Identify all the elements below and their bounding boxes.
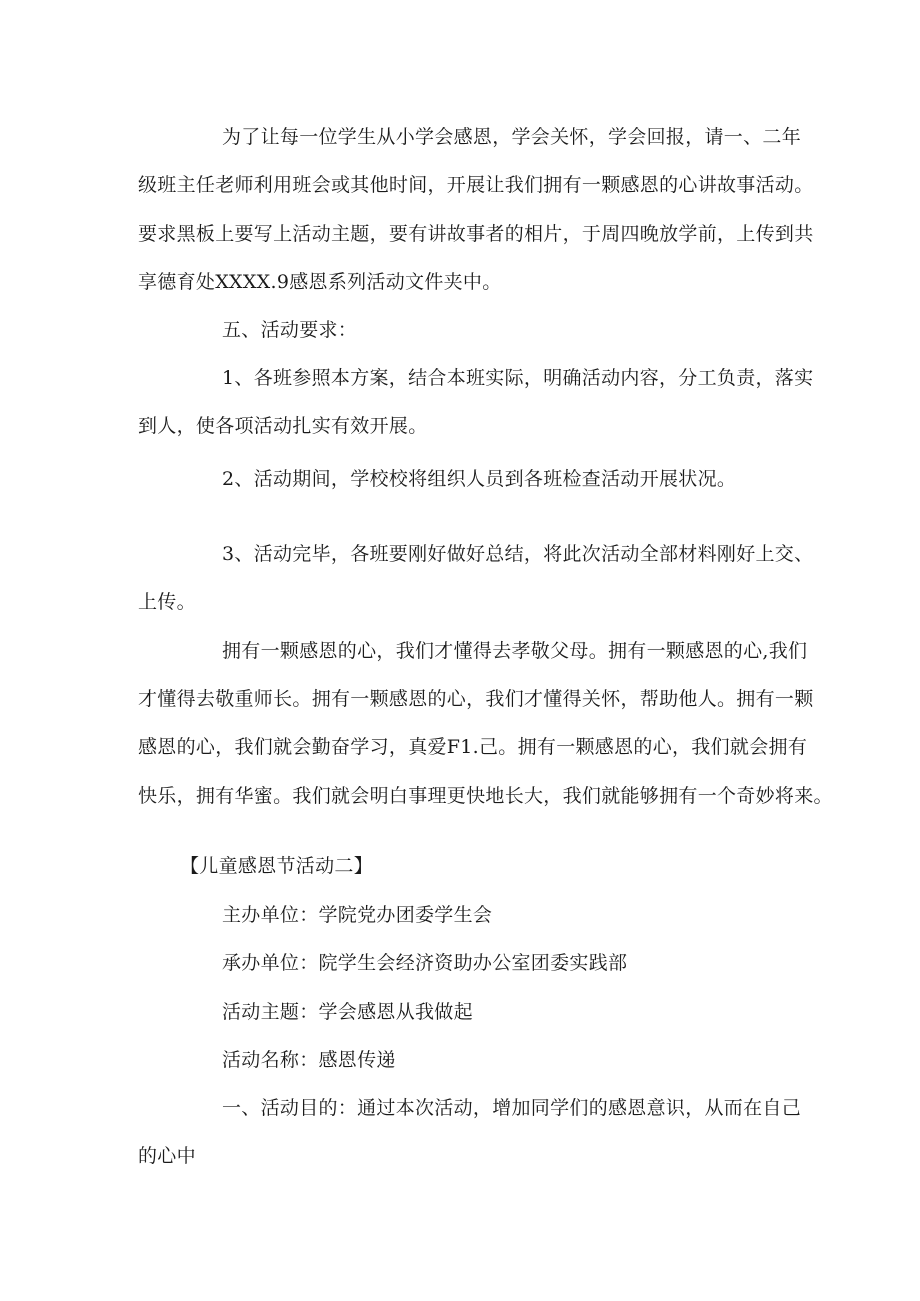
organizer-line: 主办单位：学院党办团委学生会 bbox=[222, 904, 493, 926]
text-line-1: 为了让每一位学生从小学会感恩，学会关怀，学会回报，请一、二年 bbox=[222, 126, 802, 148]
text-line-6: 1、各班参照本方案，结合本班实际，明确活动内容，分工负责，落实 bbox=[222, 367, 814, 389]
text-line-9: 3、活动完毕，各班要刚好做好总结，将此次活动全部材料刚好上交、 bbox=[222, 543, 814, 565]
text-line-8: 2、活动期间，学校校将组织人员到各班检查活动开展状况。 bbox=[222, 468, 737, 490]
text-line-13: 感恩的心，我们就会勤奋学习，真爱F1.己。拥有一颗感恩的心，我们就会拥有 bbox=[138, 736, 808, 758]
text-line-14: 快乐，拥有华蜜。我们就会明白事理更快地长大，我们就能够拥有一个奇妙将来。 bbox=[138, 785, 833, 807]
co-organizer-line: 承办单位：院学生会经济资助办公室团委实践部 bbox=[222, 952, 628, 974]
section-heading-requirements: 五、活动要求： bbox=[222, 319, 358, 341]
text-line-7: 到人，使各项活动扎实有效开展。 bbox=[138, 415, 428, 437]
text-line-10: 上传。 bbox=[138, 591, 196, 613]
section-title-activity-two: 【儿童感恩节活动二】 bbox=[180, 855, 374, 877]
text-line-3: 要求黑板上要写上活动主题，要有讲故事者的相片，于周四晚放学前，上传到共 bbox=[138, 223, 814, 245]
text-line-11: 拥有一颗感恩的心，我们才懂得去孝敬父母。拥有一颗感恩的心,我们 bbox=[222, 640, 808, 662]
activity-theme-line: 活动主题：学会感恩从我做起 bbox=[222, 1001, 473, 1023]
text-line-12: 才懂得去敬重师长。拥有一颗感恩的心，我们才懂得关怀，帮助他人。拥有一颗 bbox=[138, 688, 814, 710]
activity-purpose-line: 一、活动目的：通过本次活动，增加同学们的感恩意识，从而在自己 bbox=[222, 1097, 802, 1119]
text-line-21: 的心中 bbox=[138, 1145, 196, 1167]
text-line-2: 级班主任老师利用班会或其他时间，开展让我们拥有一颗感恩的心讲故事活动。 bbox=[138, 174, 814, 196]
text-line-4: 享德育处XXXX.9感恩系列活动文件夹中。 bbox=[138, 271, 502, 293]
activity-name-line: 活动名称：感恩传递 bbox=[222, 1049, 396, 1071]
